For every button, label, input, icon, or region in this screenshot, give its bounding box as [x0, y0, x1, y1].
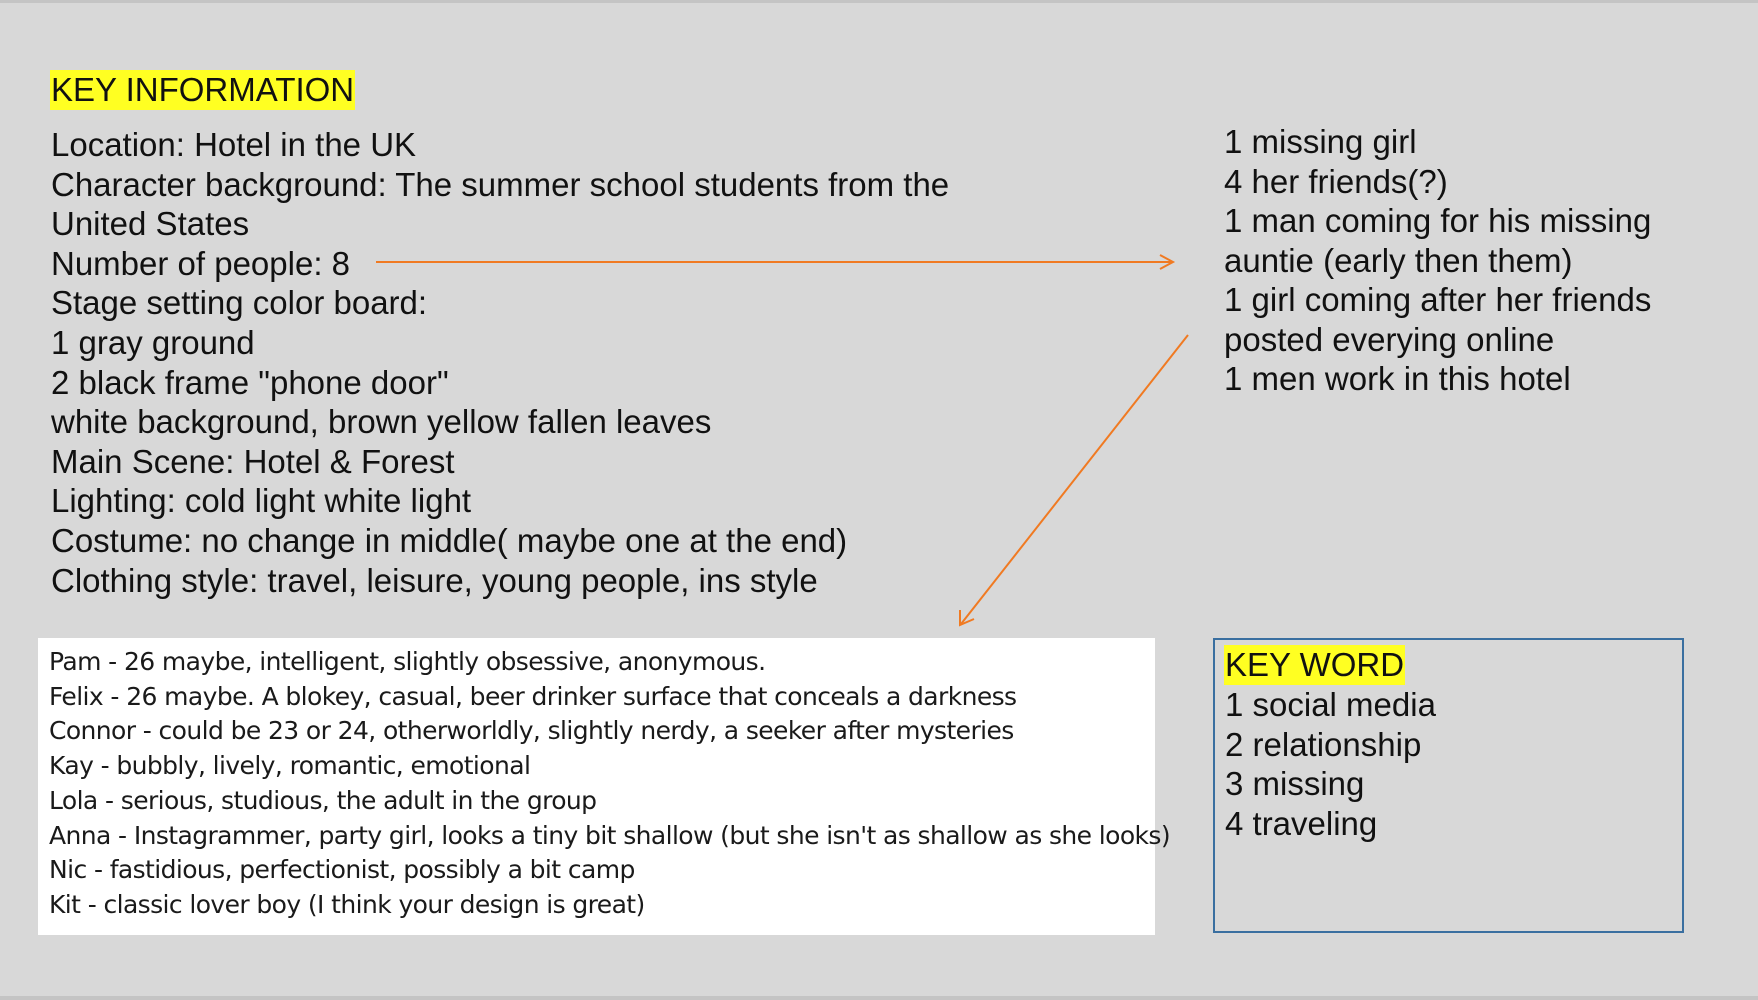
number-of-people-line: Number of people: 8: [51, 244, 351, 282]
key-word-item: 4 traveling: [1225, 804, 1378, 842]
lighting-line: Lighting: cold light white light: [51, 482, 472, 520]
character-list: [49, 645, 1170, 923]
character-background-line-cont: United States: [51, 205, 250, 243]
arrowhead-to-character-box: [960, 610, 974, 625]
character-item-connor: Connor - could be 23 or 24, otherworldly, slightly nerdy, a seeker after mysteries: [49, 716, 1014, 746]
character-item-nic: Nic - fastidious, perfectionist, possibly a bit camp: [49, 855, 635, 885]
clothing-style-line: Clothing style: travel, leisure, young people, ins style: [51, 561, 818, 599]
key-information-heading: KEY INFORMATION: [51, 71, 355, 108]
character-background-line: Character background: The summer school students from the: [51, 165, 950, 203]
character-item-felix: Felix - 26 maybe. A blokey, casual, beer drinker surface that conceals a darkness: [49, 681, 1017, 711]
location-line: Location: Hotel in the UK: [51, 126, 417, 163]
people-breakdown-list: [1224, 122, 1651, 399]
key-word-item: 3 missing: [1225, 765, 1365, 802]
arrow-to-character-box: [961, 335, 1188, 624]
key-word-list: [1225, 685, 1436, 843]
character-item-kay: Kay - bubbly, lively, romantic, emotional: [49, 751, 531, 781]
top-border: [0, 0, 1758, 3]
character-descriptions-box: [38, 638, 1170, 935]
key-word-item: 2 relationship: [1225, 725, 1422, 763]
people-breakdown-item: auntie (early then them): [1224, 241, 1573, 279]
people-breakdown-item: 4 her friends(?): [1224, 162, 1448, 200]
costume-line: Costume: no change in middle( maybe one at the end): [51, 521, 848, 559]
bottom-border: [0, 996, 1758, 1000]
arrowhead-to-people-breakdown: [1160, 255, 1173, 269]
main-scene-line: Main Scene: Hotel & Forest: [51, 442, 455, 480]
people-breakdown-item: posted everying online: [1224, 320, 1555, 358]
stage-setting-item-2: 2 black frame "phone door": [51, 363, 449, 401]
character-item-pam: Pam - 26 maybe, intelligent, slightly obsessive, anonymous.: [49, 647, 766, 676]
stage-setting-line: Stage setting color board:: [51, 284, 428, 322]
key-word-box: [1213, 638, 1684, 933]
stage-setting-item-1: 1 gray ground: [51, 323, 255, 361]
people-breakdown-item: 1 missing girl: [1224, 123, 1417, 160]
key-word-heading: KEY WORD: [1225, 646, 1405, 683]
key-word-item: 1 social media: [1225, 686, 1436, 723]
key-information-list: [51, 125, 949, 600]
people-breakdown-item: 1 girl coming after her friends: [1224, 281, 1652, 318]
people-breakdown-item: 1 men work in this hotel: [1224, 360, 1571, 397]
people-breakdown-item: 1 man coming for his missing: [1224, 202, 1652, 239]
character-item-anna: Anna - Instagrammer, party girl, looks a tiny bit shallow (but she isn't as shallow as she looks): [49, 820, 1170, 850]
stage-setting-item-3: white background, brown yellow fallen leaves: [51, 403, 712, 441]
character-item-kit: Kit - classic lover boy (I think your design is great): [49, 889, 645, 919]
character-item-lola: Lola - serious, studious, the adult in the group: [49, 785, 597, 815]
